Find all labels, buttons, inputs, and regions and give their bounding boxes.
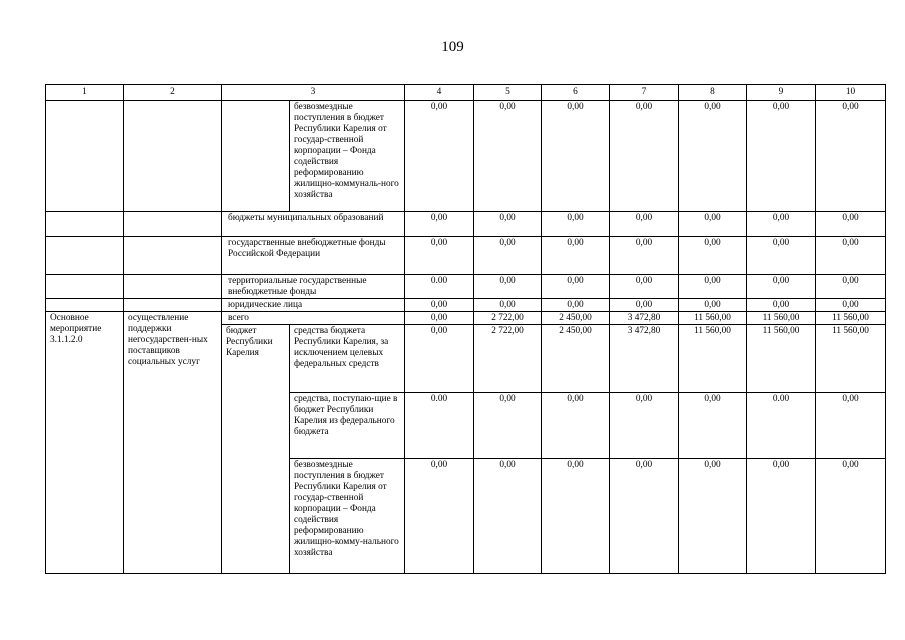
value-cell: 0.00 <box>405 392 474 458</box>
value-cell: 0,00 <box>816 212 886 237</box>
value-cell: 0,00 <box>816 275 886 299</box>
value-cell: 0,00 <box>679 237 747 275</box>
table-row <box>46 275 886 299</box>
table-row <box>46 298 886 311</box>
header-cell: 8 <box>679 85 747 101</box>
budget-label: бюджет Республики Карелия <box>222 324 290 573</box>
value-cell: 0,00 <box>542 237 610 275</box>
value-cell: 0,00 <box>542 101 610 212</box>
value-cell: 11 560,00 <box>747 324 816 392</box>
value-cell: 0,00 <box>610 392 679 458</box>
value-cell: 0,00 <box>405 212 474 237</box>
header-cell: 7 <box>610 85 679 101</box>
value-cell: 0,00 <box>405 298 474 311</box>
empty-cell <box>46 298 124 311</box>
value-cell: 0,00 <box>747 237 816 275</box>
header-row <box>46 85 886 101</box>
value-cell: 0,00 <box>542 212 610 237</box>
value-cell: 0,00 <box>474 458 542 573</box>
empty-cell <box>124 298 222 311</box>
value-cell: 0,00 <box>405 237 474 275</box>
value-cell: 0,00 <box>679 212 747 237</box>
value-cell: 11 560,00 <box>679 324 747 392</box>
value-cell: 0,00 <box>747 458 816 573</box>
empty-cell <box>46 212 124 237</box>
value-cell: 0,00 <box>405 311 474 324</box>
value-cell: 11 560,00 <box>816 311 886 324</box>
funding-source: безвозмездные поступления в бюджет Республики Карелия от государ-ственной корпорации – Фонда содействия реформированию жилищно-комму-нального хозяйства <box>290 458 405 573</box>
funding-source: бюджеты муниципальных образований <box>222 212 405 237</box>
funding-source: государственные внебюджетные фонды Российской Федерации <box>222 237 405 275</box>
value-cell: 0,00 <box>816 237 886 275</box>
value-cell: 0,00 <box>474 237 542 275</box>
value-cell: 0,00 <box>610 298 679 311</box>
funding-source: территориальные государственные внебюджетные фонды <box>222 275 405 299</box>
empty-cell <box>46 101 124 212</box>
empty-cell <box>46 275 124 299</box>
empty-cell <box>124 212 222 237</box>
value-cell: 3 472,80 <box>610 311 679 324</box>
value-cell: 2 722,00 <box>474 324 542 392</box>
value-cell: 0,00 <box>542 392 610 458</box>
header-cell: 1 <box>46 85 124 101</box>
value-cell: 0,00 <box>816 392 886 458</box>
value-cell: 0.00 <box>747 392 816 458</box>
funding-source: всего <box>222 311 405 324</box>
table-row <box>46 101 886 212</box>
value-cell: 0,00 <box>542 458 610 573</box>
value-cell: 0,00 <box>542 275 610 299</box>
value-cell: 3 472,80 <box>610 324 679 392</box>
header-cell: 3 <box>222 85 405 101</box>
header-cell: 4 <box>405 85 474 101</box>
funding-source: безвозмездные поступления в бюджет Республики Карелия от государ-ственной корпорации – Фонда содействия реформированию жилищно-коммуналь-ного хозяйства <box>290 101 405 212</box>
header-cell: 5 <box>474 85 542 101</box>
header-cell: 2 <box>124 85 222 101</box>
value-cell: 0,00 <box>474 392 542 458</box>
value-cell: 0,00 <box>816 458 886 573</box>
page-number: 109 <box>441 39 464 55</box>
value-cell: 2 450,00 <box>542 324 610 392</box>
value-cell: 0,00 <box>816 298 886 311</box>
value-cell: 0,00 <box>474 275 542 299</box>
value-cell: 0,00 <box>747 101 816 212</box>
value-cell: 0,00 <box>747 212 816 237</box>
value-cell: 0,00 <box>679 101 747 212</box>
value-cell: 0,00 <box>542 298 610 311</box>
value-cell: 0,00 <box>610 458 679 573</box>
value-cell: 2 722,00 <box>474 311 542 324</box>
value-cell: 0,00 <box>610 237 679 275</box>
value-cell: 0,00 <box>474 298 542 311</box>
funding-source: средства бюджета Республики Карелия, за исключением целевых федеральных средств <box>290 324 405 392</box>
activity-code: Основное мероприятие 3.1.1.2.0 <box>46 311 124 573</box>
activity-name: осуществление поддержки негосударствен-ных поставщиков социальных услуг <box>124 311 222 573</box>
header-cell: 9 <box>747 85 816 101</box>
value-cell: 0,00 <box>816 101 886 212</box>
value-cell: 0,00 <box>405 458 474 573</box>
header-cell: 6 <box>542 85 610 101</box>
value-cell: 0,00 <box>679 458 747 573</box>
value-cell: 0,00 <box>474 212 542 237</box>
value-cell: 0,00 <box>610 275 679 299</box>
value-cell: 0,00 <box>405 324 474 392</box>
empty-cell <box>222 101 290 212</box>
empty-cell <box>124 237 222 275</box>
empty-cell <box>124 275 222 299</box>
funding-source: средства, поступаю-щие в бюджет Республики Карелия из федерального бюджета <box>290 392 405 458</box>
value-cell: 0,00 <box>747 298 816 311</box>
value-cell: 0,00 <box>679 298 747 311</box>
empty-cell <box>124 101 222 212</box>
value-cell: 11 560,00 <box>679 311 747 324</box>
value-cell: 11 560,00 <box>816 324 886 392</box>
value-cell: 0,00 <box>610 101 679 212</box>
value-cell: 11 560,00 <box>747 311 816 324</box>
value-cell: 0,00 <box>679 275 747 299</box>
value-cell: 0.00 <box>405 275 474 299</box>
funding-source: юридические лица <box>222 298 405 311</box>
value-cell: 0,00 <box>747 275 816 299</box>
value-cell: 0,00 <box>610 212 679 237</box>
value-cell: 0,00 <box>474 101 542 212</box>
header-cell: 10 <box>816 85 886 101</box>
value-cell: 0,00 <box>679 392 747 458</box>
table-row <box>46 212 886 237</box>
table-row <box>46 311 886 324</box>
table-row <box>46 237 886 275</box>
value-cell: 0,00 <box>405 101 474 212</box>
value-cell: 2 450,00 <box>542 311 610 324</box>
budget-table <box>45 84 886 574</box>
empty-cell <box>46 237 124 275</box>
